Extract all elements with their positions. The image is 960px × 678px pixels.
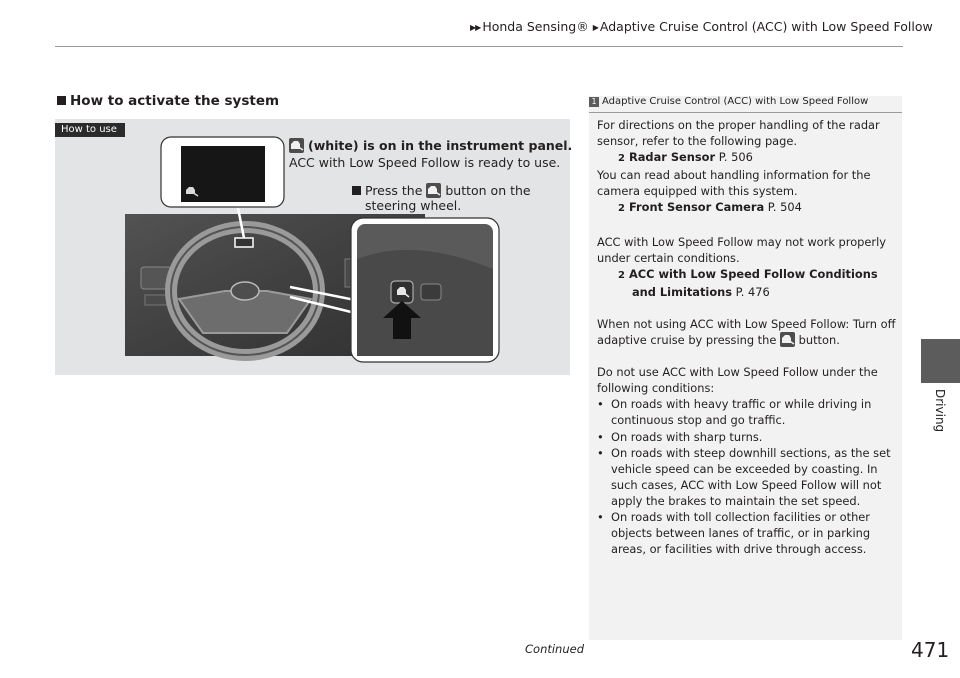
section-heading: How to activate the system — [57, 93, 279, 109]
note-paragraph: When not using ACC with Low Speed Follow: Turn off adaptive cruise by pressing the button. — [597, 316, 896, 348]
chapter-tab-label: Driving — [933, 389, 947, 433]
honda-logo-icon — [231, 282, 259, 300]
acc-indicator-icon — [289, 138, 304, 153]
breadcrumb-item-acc[interactable]: Adaptive Cruise Control (ACC) with Low Speed Follow — [599, 19, 933, 34]
bullet-dot-icon: • — [597, 445, 604, 460]
notes-divider — [589, 112, 902, 113]
square-bullet-icon — [57, 96, 66, 105]
header-divider — [55, 46, 903, 47]
breadcrumb-item-honda-sensing[interactable]: Honda Sensing® — [482, 19, 589, 34]
note-paragraph: Do not use ACC with Low Speed Follow under the following conditions: — [597, 365, 878, 396]
continued-label: Continued — [525, 642, 585, 656]
notes-body — [597, 117, 897, 557]
square-bullet-icon — [352, 186, 361, 195]
note-marker-icon: 1 — [589, 97, 599, 107]
bullet-dot-icon: • — [597, 397, 604, 412]
reference-arrow-icon: 2 — [618, 203, 625, 215]
breadcrumb-arrow-icon: ▶▶ — [470, 23, 481, 32]
note-paragraph: ACC with Low Speed Follow may not work properly under certain conditions. — [597, 234, 886, 265]
acc-button-icon — [780, 332, 795, 347]
bullet-item: • On roads with steep downhill sections, as the set vehicle speed can be exceeded by coasting. In such cases, ACC with Low Speed Follow will not apply the brakes to maintain the set speed. — [597, 445, 891, 508]
bullet-dot-icon: • — [597, 509, 604, 524]
reference-arrow-icon: 2 — [618, 269, 625, 281]
breadcrumb — [470, 19, 933, 34]
cross-reference-front-sensor-camera[interactable]: 2 Front Sensor Camera P. 504 — [618, 200, 802, 215]
callout-indicator-text: (white) is on in the instrument panel. ACC with Low Speed Follow is ready to use. — [289, 138, 573, 170]
callout-press-button-text: Press the button on the steering wheel. — [352, 183, 531, 213]
note-paragraph: You can read about handling information for the camera equipped with this system. — [597, 168, 871, 199]
chapter-tab-marker — [921, 339, 960, 383]
bullet-item: • On roads with toll collection facilities or other objects between lanes of traffic, or in parking areas, or facilities with drive through access. — [597, 509, 871, 557]
bullet-item: • On roads with heavy traffic or while driving in continuous stop and go traffic. — [597, 397, 872, 428]
acc-button-icon — [426, 183, 441, 198]
page-number: 471 — [911, 638, 950, 662]
cross-reference-radar-sensor[interactable]: 2 Radar Sensor P. 506 — [618, 150, 753, 165]
breadcrumb-arrow-icon: ▶ — [592, 23, 598, 32]
how-to-use-tag: How to use — [55, 123, 125, 137]
note-paragraph: For directions on the proper handling of the radar sensor, refer to the following page. — [597, 118, 880, 149]
bullet-dot-icon: • — [597, 429, 604, 444]
bullet-item: • On roads with sharp turns. — [597, 429, 763, 444]
acc-indicator-icon — [183, 185, 199, 197]
cross-reference-conditions-limitations[interactable]: 2 ACC with Low Speed Follow Conditions and Limitations P. 476 — [618, 266, 878, 299]
notes-title: 1 Adaptive Cruise Control (ACC) with Low Speed Follow — [589, 96, 902, 107]
reference-arrow-icon: 2 — [618, 153, 625, 165]
